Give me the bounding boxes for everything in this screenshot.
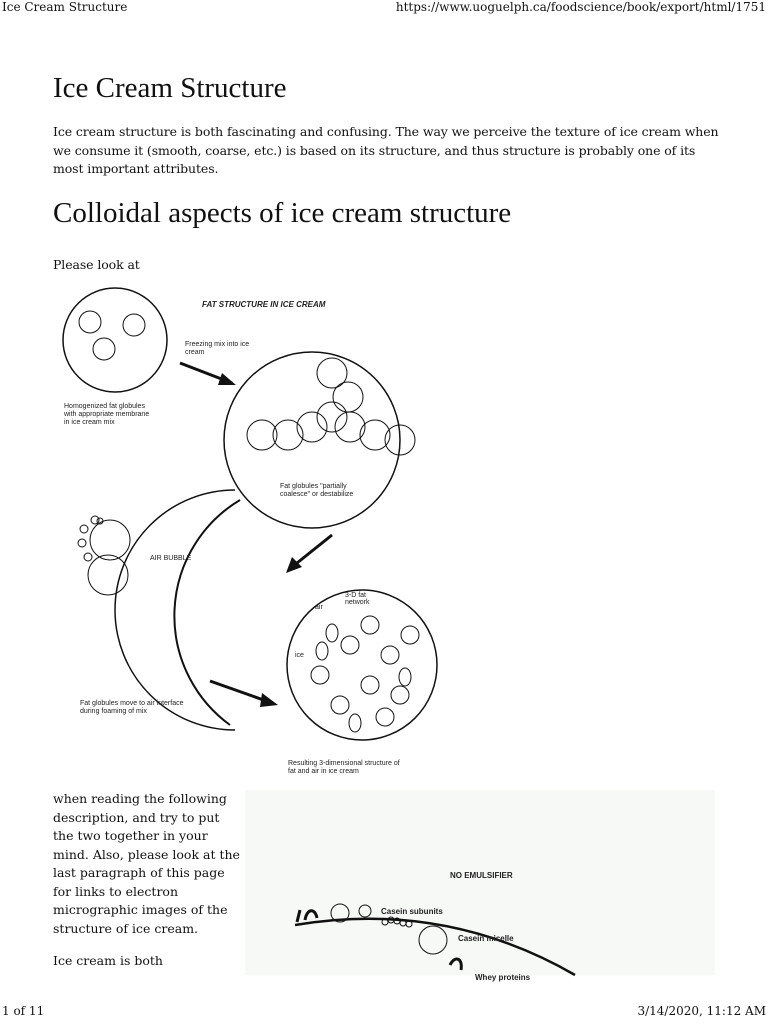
homogenized-label-3: in ice cream mix <box>64 419 115 426</box>
print-header <box>0 0 768 16</box>
move-label-1: Fat globules move to air interface <box>80 700 184 707</box>
column-text <box>53 790 243 985</box>
whey-label: Whey proteins <box>475 973 531 982</box>
casein-micelle-label: Casein micelle <box>458 934 514 943</box>
resulting-label-1: Resulting 3-dimensional structure of <box>288 760 400 767</box>
fat-globule <box>88 555 128 595</box>
figure1-title: FAT STRUCTURE IN ICE CREAM <box>202 300 326 309</box>
resulting-label-2: fat and air in ice cream <box>288 768 359 775</box>
intro-paragraph: Ice cream structure is both fascinating and confusing. The way we perceive the texture of ice cream when we consume it (smooth, coarse, etc.) is based on its structure, and thus structure is probably one of its most important attributes. <box>53 124 719 176</box>
interface-curve <box>295 919 575 975</box>
page-count: 1 of 11 <box>2 1004 45 1018</box>
network-label-2: network <box>345 599 370 606</box>
print-timestamp: 3/14/2020, 11:12 AM <box>637 1004 766 1018</box>
header-url[interactable]: https://www.uoguelph.ca/foodscience/book/export/html/1751 <box>395 0 766 14</box>
homogenized-label-1: Homogenized fat globules <box>64 403 145 410</box>
air-label: air <box>315 604 323 611</box>
no-emulsifier-figure <box>245 790 715 982</box>
arrow-head <box>218 373 236 385</box>
arrow-line <box>292 535 332 567</box>
ice-label: ice <box>295 652 304 659</box>
fat-globule <box>123 314 145 336</box>
header-title: Ice Cream Structure <box>2 0 128 14</box>
air-bubble-label: AIR BUBBLE <box>150 555 192 562</box>
column-paragraph-1: when reading the following description, and try to put the two together in your mind. Also, please look at the last paragraph of this page for links to electron micrographic images of the structure of ice cream. <box>53 791 240 936</box>
fat-globule <box>90 520 130 560</box>
coalesce-label-2: coalesce" or destabilize <box>280 491 354 498</box>
fat-globule <box>93 338 115 360</box>
page-title: Ice Cream Structure <box>53 72 287 104</box>
section-heading: Colloidal aspects of ice cream structure <box>53 196 512 229</box>
freezing-label-1: Freezing mix into ice <box>185 341 250 348</box>
coalesce-circle <box>224 352 400 528</box>
main-content <box>53 60 728 292</box>
casein-subunits-label: Casein subunits <box>381 907 443 916</box>
casein-subunit <box>359 905 371 917</box>
homogenized-label-2: with appropriate membrane <box>64 411 150 418</box>
column-paragraph-2: Ice cream is both <box>53 953 163 968</box>
network-label-1: 3-D fat <box>345 592 367 599</box>
freezing-label-2: cream <box>185 349 205 356</box>
coalesce-label-1: Fat globules "partially <box>280 483 347 490</box>
figure2-title: NO EMULSIFIER <box>450 871 513 880</box>
whey-protein-shape <box>297 910 317 922</box>
fat-globule <box>79 311 101 333</box>
casein-micelle <box>419 926 447 954</box>
print-footer <box>0 1004 768 1020</box>
please-look-text: Please look at <box>53 256 140 272</box>
mix-circle <box>63 288 167 392</box>
fat-structure-figure <box>50 285 440 785</box>
whey-protein-shape <box>450 959 461 970</box>
move-label-2: during foaming of mix <box>80 708 147 715</box>
network-circle <box>287 590 437 740</box>
air-bubble-interface <box>174 500 240 725</box>
arrow-head <box>260 693 278 707</box>
